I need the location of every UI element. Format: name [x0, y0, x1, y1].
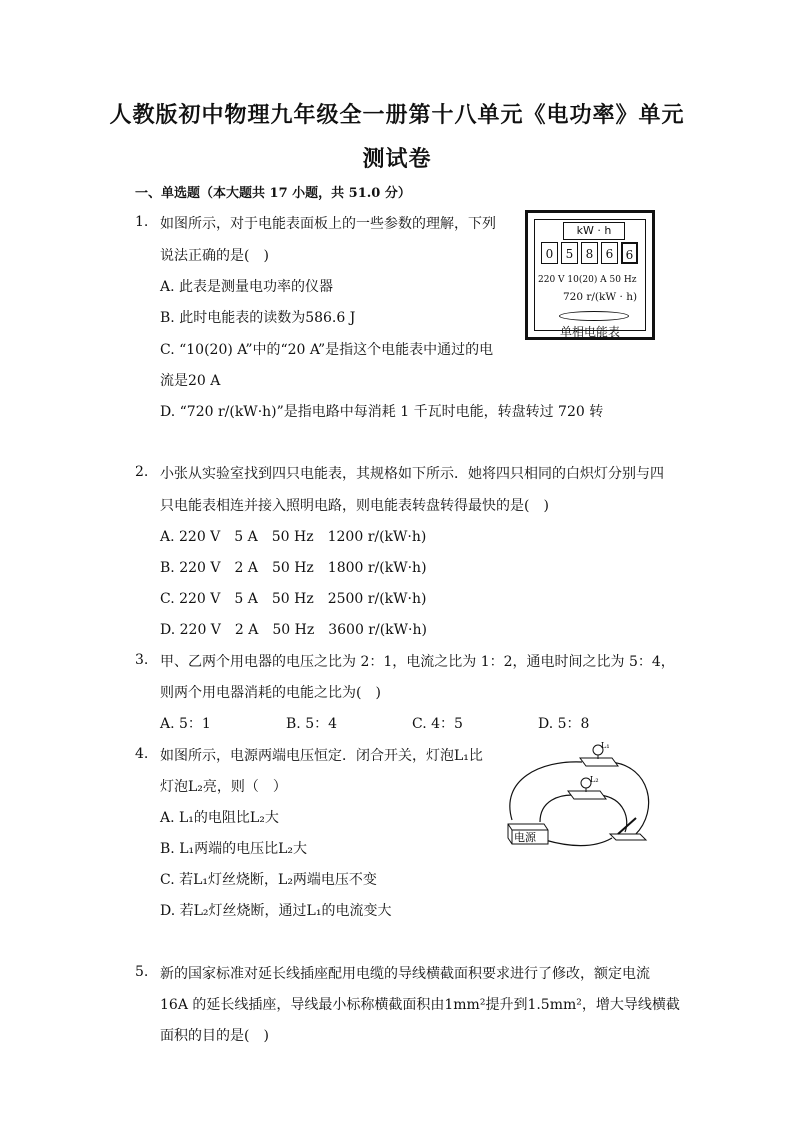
q2-stem-line-1: 小张从实验室找到四只电能表，其规格如下所示．她将四只相同的白炽灯分别与四 [160, 466, 664, 482]
q1-option-a: A. 此表是测量电功率的仪器 [160, 279, 334, 295]
section-heading: 一、单选题（本大题共 17 小题，共 51.0 分） [135, 186, 411, 201]
q4-option-a: A. L₁的电阻比L₂大 [160, 810, 279, 826]
q4-stem-line-1: 如图所示，电源两端电压恒定．闭合开关，灯泡L₁比 [160, 748, 483, 764]
q3-stem-line-2: 则两个用电器消耗的电能之比为( ) [160, 685, 381, 701]
circuit-wire [540, 795, 572, 822]
circuit-wire [600, 795, 627, 832]
q1-stem-line-1: 如图所示，对于电能表面板上的一些参数的理解，下列 [160, 216, 496, 232]
q5-number: 5. [135, 964, 149, 980]
lamp-l1-icon [580, 745, 618, 766]
q3-option-b: B. 5：4 [286, 716, 338, 732]
meter-digit: 6 [601, 242, 618, 264]
q2-stem-line-2: 只电能表相连并接入照明电路，则电能表转盘转得最快的是( ) [160, 498, 549, 514]
meter-unit: kW · h [563, 222, 625, 240]
q4-number: 4. [135, 746, 149, 762]
meter-spec-revolutions: 720 r/(kW · h) [563, 291, 638, 303]
meter-spec-rating: 220 V 10(20) A 50 Hz [538, 275, 637, 285]
q1-number: 1. [135, 214, 149, 230]
power-source-label: 电源 [514, 831, 536, 844]
circuit-diagram [500, 740, 660, 850]
meter-digit: 0 [541, 242, 558, 264]
q3-option-d: D. 5：8 [538, 716, 590, 732]
q4-option-d: D. 若L₂灯丝烧断，通过L₁的电流变大 [160, 903, 392, 919]
energy-meter-figure [525, 210, 655, 340]
q3-number: 3. [135, 652, 149, 668]
meter-name: 单相电能表 [559, 325, 620, 339]
meter-digit: 8 [581, 242, 598, 264]
q5-stem-line-3: 面积的目的是( ) [160, 1028, 269, 1044]
q2-option-c: C. 220 V 5 A 50 Hz 2500 r/(kW·h) [160, 591, 427, 607]
meter-digit: 5 [561, 242, 578, 264]
q2-option-b: B. 220 V 2 A 50 Hz 1800 r/(kW·h) [160, 560, 427, 576]
q1-option-c-line-1: C. “10(20) A”中的“20 A”是指这个电能表中通过的电 [160, 342, 494, 358]
q2-option-a: A. 220 V 5 A 50 Hz 1200 r/(kW·h) [160, 529, 427, 545]
q4-stem-line-2: 灯泡L₂亮，则（ ） [160, 779, 287, 795]
lamp-l1-label: L₁ [601, 741, 610, 750]
meter-digit-decimal: 6 [621, 242, 638, 264]
q3-option-a: A. 5：1 [160, 716, 211, 732]
page-title-line-1: 人教版初中物理九年级全一册第十八单元《电功率》单元 [109, 102, 685, 128]
meter-digits [541, 242, 641, 264]
q1-option-c-line-2: 流是20 A [160, 373, 221, 389]
q3-option-c: C. 4：5 [412, 716, 463, 732]
q3-stem-line-1: 甲、乙两个用电器的电压之比为 2：1，电流之比为 1：2，通电时间之比为 5：4， [160, 654, 675, 670]
q5-stem-line-2: 16A 的延长线插座，导线最小标称横截面积由1mm²提升到1.5mm²，增大导线横截 [160, 997, 680, 1013]
meter-disk-icon [559, 311, 629, 321]
meter-panel [534, 219, 646, 339]
page-title-line-2: 测试卷 [362, 146, 432, 172]
q2-number: 2. [135, 464, 149, 480]
q1-option-b: B. 此时电能表的读数为586.6 J [160, 310, 356, 326]
q4-option-b: B. L₁两端的电压比L₂大 [160, 841, 308, 857]
circuit-wire [545, 838, 612, 846]
lamp-l2-icon [568, 778, 606, 799]
q5-stem-line-1: 新的国家标准对延长线插座配用电缆的导线横截面积要求进行了修改，额定电流 [160, 966, 650, 982]
q1-stem-line-2: 说法正确的是( ) [160, 248, 269, 264]
q4-option-c: C. 若L₁灯丝烧断，L₂两端电压不变 [160, 872, 377, 888]
lamp-l2-label: L₂ [590, 775, 599, 784]
q1-option-d: D. “720 r/(kW·h)”是指电路中每消耗 1 千瓦时电能，转盘转过 720 转 [160, 404, 604, 420]
q2-option-d: D. 220 V 2 A 50 Hz 3600 r/(kW·h) [160, 622, 427, 638]
